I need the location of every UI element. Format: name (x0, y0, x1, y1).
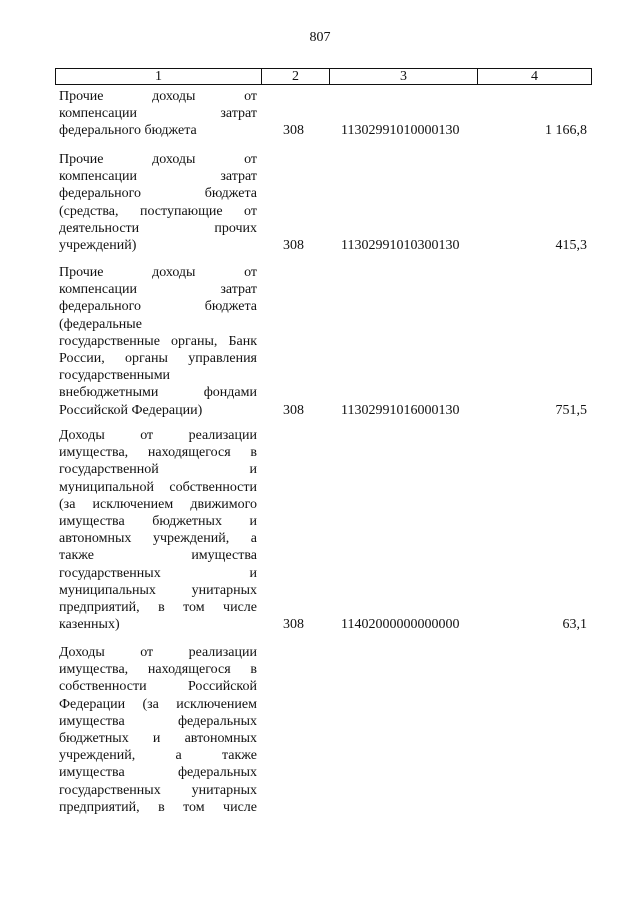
income-name (59, 644, 257, 816)
income-name-line: федерального бюджета (59, 123, 197, 139)
admin-code: 308 (283, 123, 304, 139)
income-name-line: муниципальных унитарных (59, 582, 257, 598)
income-name-line: Российской Федерации) (59, 402, 203, 418)
income-name-line: Прочие доходы от (59, 152, 257, 167)
amount: 1 166,8 (545, 123, 587, 139)
header-col-4: 4 (531, 69, 538, 84)
income-name-line: Доходы от реализации (59, 645, 257, 660)
table-row (55, 88, 592, 140)
income-name-line: бюджетных и автономных (59, 730, 257, 746)
income-name-line: (за исключением движимого (59, 496, 257, 512)
income-name (59, 264, 257, 419)
kbk-code: 11402000000000000 (341, 617, 460, 633)
kbk-code: 11302991016000130 (341, 402, 460, 418)
admin-code: 308 (283, 237, 304, 253)
page-number: 807 (309, 30, 331, 45)
admin-code: 308 (283, 402, 304, 418)
table-row (55, 427, 592, 633)
kbk-code: 11302991010300130 (341, 237, 460, 253)
admin-code: 308 (283, 617, 304, 633)
income-name-line: Прочие доходы от (59, 89, 257, 104)
income-name-line: имущества федеральных (59, 713, 257, 729)
income-name-line: учреждений, а также (59, 748, 257, 764)
income-name-line: имущества бюджетных и (59, 513, 257, 529)
income-name-line: учреждений) (59, 237, 137, 253)
kbk-code: 11302991010000130 (341, 123, 460, 139)
income-name-line: государственными (59, 368, 171, 384)
income-name-line: имущества, находящегося в (59, 662, 257, 678)
income-name-line: России, органы управления (59, 350, 257, 366)
amount: 751,5 (555, 402, 587, 418)
income-name-line: государственных унитарных (59, 782, 257, 798)
income-name (59, 151, 257, 254)
income-name-line: Прочие доходы от (59, 265, 257, 280)
income-name-line: имущества, находящегося в (59, 445, 257, 461)
income-name-line: предприятий, в том числе (59, 599, 257, 615)
income-name-line: федерального бюджета (59, 186, 257, 202)
income-name-line: компенсации затрат (59, 169, 257, 185)
table-row (55, 264, 592, 419)
income-name-line: деятельности прочих (59, 220, 257, 236)
amount: 415,3 (555, 237, 587, 253)
income-name-line: компенсации затрат (59, 282, 257, 298)
income-name-line: имущества федеральных (59, 765, 257, 781)
income-name-line: также имущества (59, 548, 257, 564)
income-name (59, 88, 257, 140)
income-name-line: государственные органы, Банк (59, 333, 257, 349)
header-col-1: 1 (56, 69, 262, 84)
header-col-3: 3 (330, 69, 478, 84)
income-name-line: государственных и (59, 565, 257, 581)
income-name-line: компенсации затрат (59, 106, 257, 122)
table-row (55, 151, 592, 254)
income-name-line: государственной и (59, 462, 257, 478)
income-name-line: муниципальной собственности (59, 479, 257, 495)
amount: 63,1 (562, 617, 587, 633)
income-name-line: внебюджетными фондами (59, 385, 257, 401)
table-row (55, 644, 592, 816)
income-name-line: (федеральные (59, 316, 142, 332)
income-name-line: автономных учреждений, а (59, 531, 257, 547)
income-name-line: предприятий, в том числе (59, 799, 257, 815)
income-name-line: федерального бюджета (59, 299, 257, 315)
header-col-2: 2 (262, 69, 330, 84)
income-name-line: казенных) (59, 617, 120, 633)
income-name-line: собственности Российской (59, 679, 257, 695)
income-name-line: Доходы от реализации (59, 428, 257, 443)
income-name-line: (средства, поступающие от (59, 203, 257, 219)
income-name (59, 427, 257, 633)
income-name-line: Федерации (за исключением (59, 696, 257, 712)
table-header (55, 68, 592, 85)
